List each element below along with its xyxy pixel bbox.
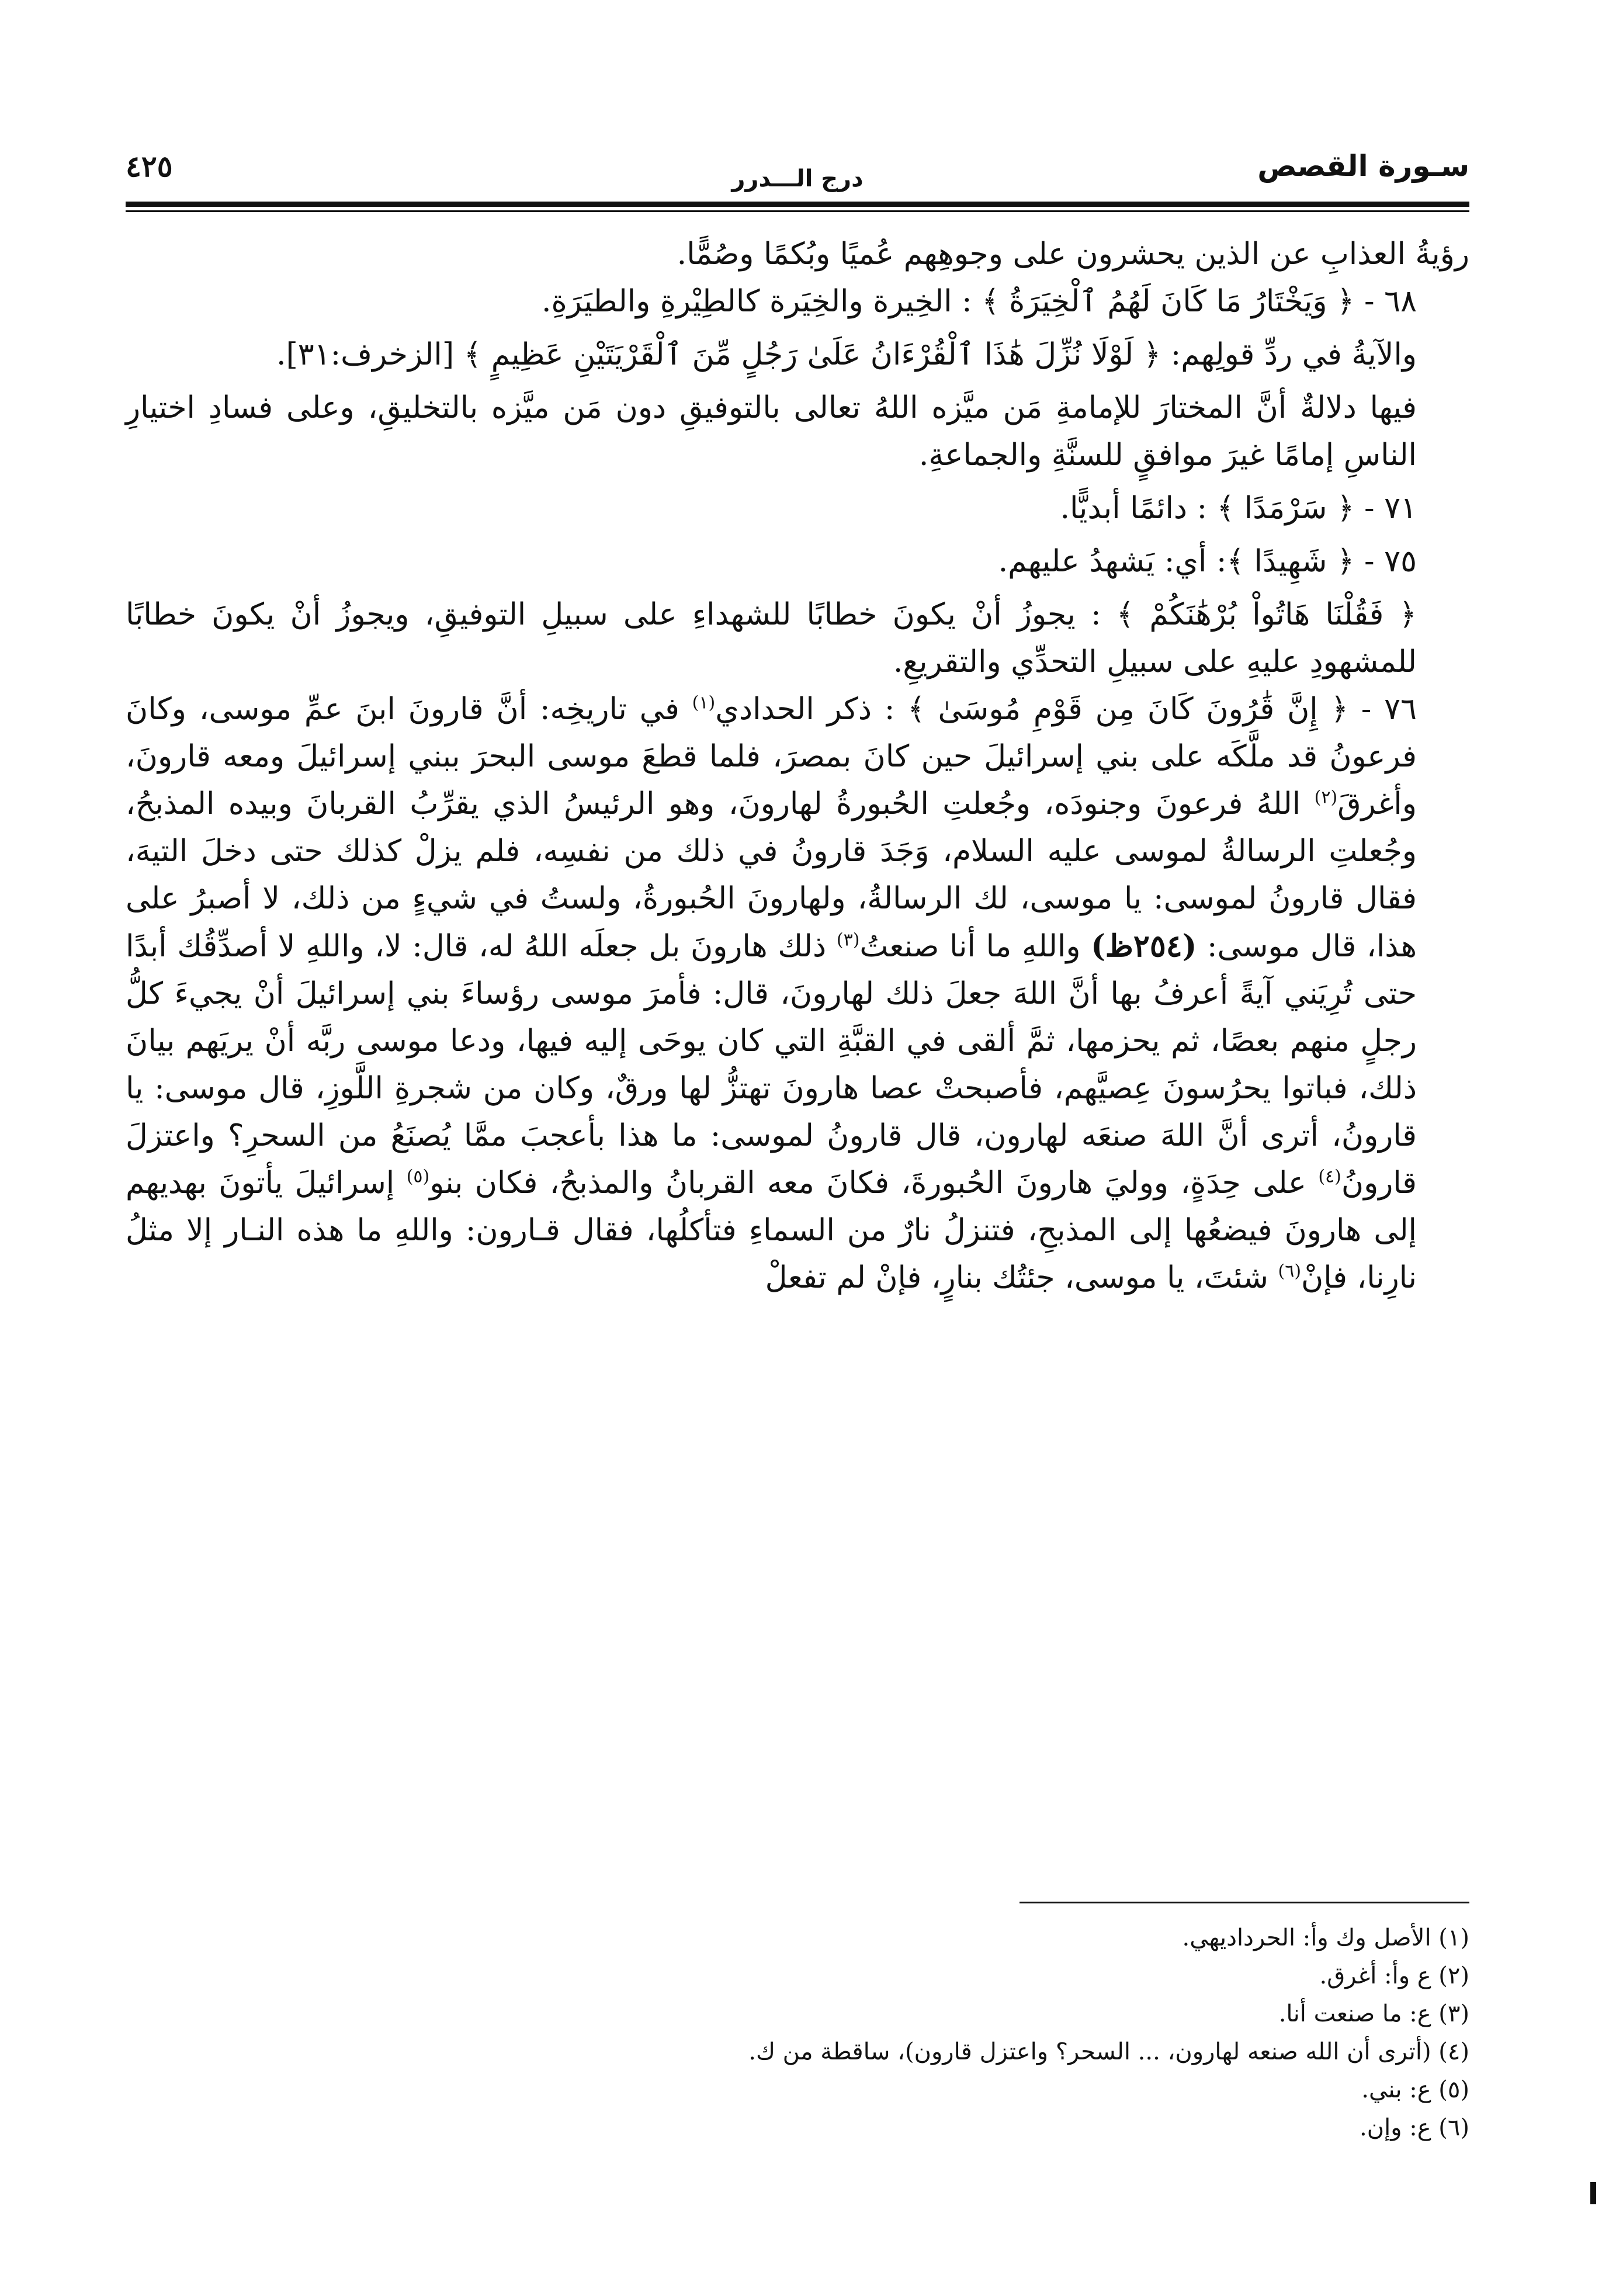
footnote-ref-6: (٦) [1278, 1261, 1302, 1282]
commentary-paragraph: فيها دلالةٌ أنَّ المختارَ للإمامةِ مَن ميَّزه اللهُ تعالى بالتوفيقِ دون مَن ميَّزه بالتخليقِ، وعلى فسادِ اختيارِ الناسِ إمامًا غيرَ موافقٍ للسنَّةِ والجماعةِ. [126, 390, 1417, 473]
folio-mark: (٢٥٤ظ) [1091, 928, 1197, 964]
page-number: ٤٢٥ [126, 149, 173, 183]
footnote-separator [1020, 1902, 1469, 1903]
verse-76-text: اللهُ فرعونَ وجنودَه، وجُعلتِ الحُبورةُ لهارونَ، وهو الرئيسُ الذي يقرِّبُ القربانَ وبيده المذبحُ، وجُعلتِ الرسالةُ لموسى عليه السلام، وَجَدَ قارونُ في ذلك من نفسِه، فلم يزلْ كذلك حتى دخلَ التيهَ، فقال قارونُ لموسى: يا موسى، لك الرسالةُ، ولهارونَ الحُبورةُ، ولستُ في شيءٍ من ذلك، لا أصبرُ على هذا، قال موسى: [126, 786, 1417, 964]
footnote-ref-1: (١) [692, 692, 716, 713]
footnote-ref-3: (٣) [836, 930, 860, 951]
footnote-5: (٥) ع: بني. [1361, 2076, 1469, 2103]
page-header [126, 149, 1469, 202]
header-rule-thick [126, 202, 1469, 207]
footnote-1: (١) الأصل وك وأ: الحرداديهي. [1182, 1924, 1469, 1951]
verse-75: ٧٥ - ﴿ شَهِيدًا ﴾: أي: يَشهدُ عليهم. [998, 544, 1417, 579]
footnote-ref-5: (٥) [406, 1166, 430, 1187]
verse-76-paragraph [126, 686, 1469, 1302]
text-line: رؤيةُ العذابِ عن الذين يحشرون على وجوهِهم عُميًا وبُكمًا وصُمًّا. [677, 237, 1469, 272]
footnote-6: (٦) ع: وإن. [1360, 2114, 1469, 2141]
verse-71: ٧١ - ﴿ سَرْمَدًا ﴾ : دائمًا أبديًّا. [1060, 491, 1417, 526]
verse-76-text: إسرائيلَ يأتونَ بهديهم إلى هارونَ فيضعُها إلى المذبحِ، فتنزلُ نارٌ من السماءِ فتأكلُها، فقال قـارون: واللهِ ما هذه النـار إلا مثلُ نارِنا، فإنْ [126, 1166, 1417, 1295]
verse-75-commentary: ﴿ فَقُلْنَا هَاتُواْ بُرْهَٰنَكُمْ ﴾ : يجوزُ أنْ يكونَ خطابًا للشهداءِ على سبيلِ التوفيقِ، ويجوزُ أنْ يكونَ خطابًا للمشهودِ عليهِ على سبيلِ التحدِّي والتقريعِ. [126, 597, 1417, 679]
footnote-4: (٤) (أترى أن الله صنعه لهارون، ... السحر؟ واعتزل قارون)، ساقطة من ك. [748, 2038, 1469, 2065]
verse-76-text: ٧٦ - ﴿ إِنَّ قَٰرُونَ كَانَ مِن قَوْمِ مُوسَىٰ ﴾ : ذكر الحدادي [715, 692, 1417, 727]
book-title: درج الـــدرر [731, 165, 864, 192]
footnote-ref-2: (٢) [1314, 787, 1338, 808]
footnote-ref-4: (٤) [1318, 1166, 1341, 1187]
verse-76-text: على حِدَةٍ، ووليَ هارونَ الحُبورةَ، فكانَ معه القربانُ والمذبحُ، فكان بنو [429, 1166, 1319, 1201]
verse-68: ٦٨ - ﴿ وَيَخْتَارُ مَا كَانَ لَهُمُ ٱلْخِيَرَةُ ﴾ : الخِيرة والخِيَرة كالطِيْرةِ والطيَرَةِ. [542, 284, 1417, 319]
verse-76-text: في تاريخِه: أنَّ قارونَ ابنَ عمِّ موسى، وكانَ فرعونُ قد ملَّكَه على بني إسرائيلَ حين كانَ بمصرَ، فلما قطعَ موسى البحرَ ببني إسرائيلَ ومعه قارونَ، وأغرقَ [126, 692, 1417, 821]
verse-76-text: ذلك هارونَ بل جعلَه اللهُ له، قال: لا، واللهِ لا أصدِّقُك أبدًا حتى تُرِيَني آيةً أعرفُ بها أنَّ اللهَ جعلَ ذلك لهارونَ، قال: فأمرَ موسى رؤساءَ بني إسرائيلَ أنْ يجيءَ كلُّ رجلٍ منهم بعصًا، ثم يحزمها، ثمَّ ألقى في القبَّةِ التي كان يوحَى إليه فيها، ودعا موسى ربَّه أنْ يريَهم بيانَ ذلك، فباتوا يحرُسونَ عِصيَّهم، فأصبحتْ عصا هارونَ تهتزُّ لها ورقٌ، وكان من شجرةِ اللَّوزِ، قال موسى: يا قارونُ، أترى أنَّ اللهَ صنعَه لهارون، قال قارونُ لموسى: ما هذا بأعجبَ ممَّا يُصنَعُ من السحرِ؟ واعتزلَ قارونُ [126, 929, 1417, 1201]
main-text [126, 231, 1469, 1302]
verse-citation: والآيةُ في ردِّ قولِهم: ﴿ لَوْلَا نُزِّلَ هَٰذَا ٱلْقُرْءَانُ عَلَىٰ رَجُلٍ مِّنَ ٱلْقَرْيَتَيْنِ عَظِيمٍ ﴾ [الزخرف:٣١]. [276, 337, 1417, 372]
footnote-2: (٢) ع وأ: أغرق. [1319, 1962, 1469, 1989]
verse-76-text: واللهِ ما أنا صنعتُ [859, 929, 1091, 964]
scan-edge-mark [1590, 2182, 1596, 2204]
footnote-3: (٣) ع: ما صنعت أنا. [1278, 2000, 1469, 2027]
header-rule-thin [126, 210, 1469, 212]
surah-title: سـورة القصص [1257, 149, 1469, 183]
verse-76-text: شئتَ، يا موسى، جئتُك بنارٍ، فإنْ لم تفعلْ [765, 1260, 1278, 1295]
footnotes [126, 1919, 1469, 2147]
